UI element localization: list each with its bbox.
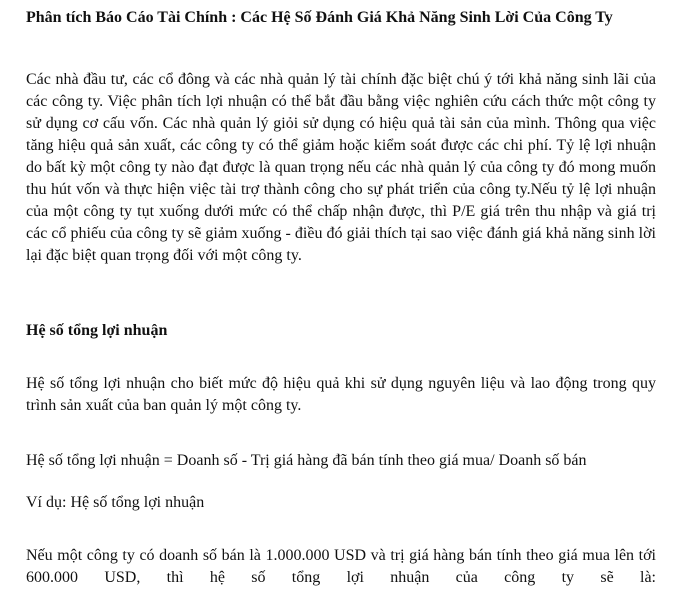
example-label: Ví dụ: Hệ số tổng lợi nhuận — [26, 494, 205, 511]
document-title: Phân tích Báo Cáo Tài Chính : Các Hệ Số Đánh Giá Khả Năng Sinh Lời Của Công Ty — [26, 9, 613, 26]
example-paragraph: Nếu một công ty có doanh số bán là 1.000.000 USD và trị giá hàng bán tính theo giá mua lên tới 600.000 USD, thì hệ số tổng lợi nhuận của công ty sẽ là: — [26, 547, 656, 586]
intro-paragraph: Các nhà đầu tư, các cổ đông và các nhà quản lý tài chính đặc biệt chú ý tới khả năng sinh lãi của các công ty. Việc phân tích lợi nhuận có thể bắt đầu bằng việc nghiên cứu cách thức một công ty sử dụng cơ cấu vốn. Các nhà quản lý giỏi sử dụng có hiệu quả tài sản của mình. Thông qua việc tăng hiệu quả sản xuất, các công ty có thể giảm hoặc kiểm soát được các chi phí. Tỷ lệ lợi nhuận do bất kỳ một công ty nào đạt được là quan trọng nếu các nhà quản lý của công ty đó mong muốn thu hút vốn và thực hiện việc tài trợ thành công cho sự phát triển của công ty.Nếu tỷ lệ lợi nhuận của một công ty tụt xuống dưới mức có thể chấp nhận được, thì P/E giá trên thu nhập và giá trị các cổ phiếu của công ty sẽ giảm xuống - điều đó giải thích tại sao việc đánh giá khả năng sinh lời lại đặc biệt quan trọng đối với một công ty. — [26, 71, 656, 264]
section-heading: Hệ số tổng lợi nhuận — [26, 322, 168, 339]
section-description: Hệ số tổng lợi nhuận cho biết mức độ hiệu quả khi sử dụng nguyên liệu và lao động trong quy trình sản xuất của ban quản lý một công ty. — [26, 375, 656, 414]
formula-line: Hệ số tổng lợi nhuận = Doanh số - Trị giá hàng đã bán tính theo giá mua/ Doanh số bán — [26, 452, 587, 469]
